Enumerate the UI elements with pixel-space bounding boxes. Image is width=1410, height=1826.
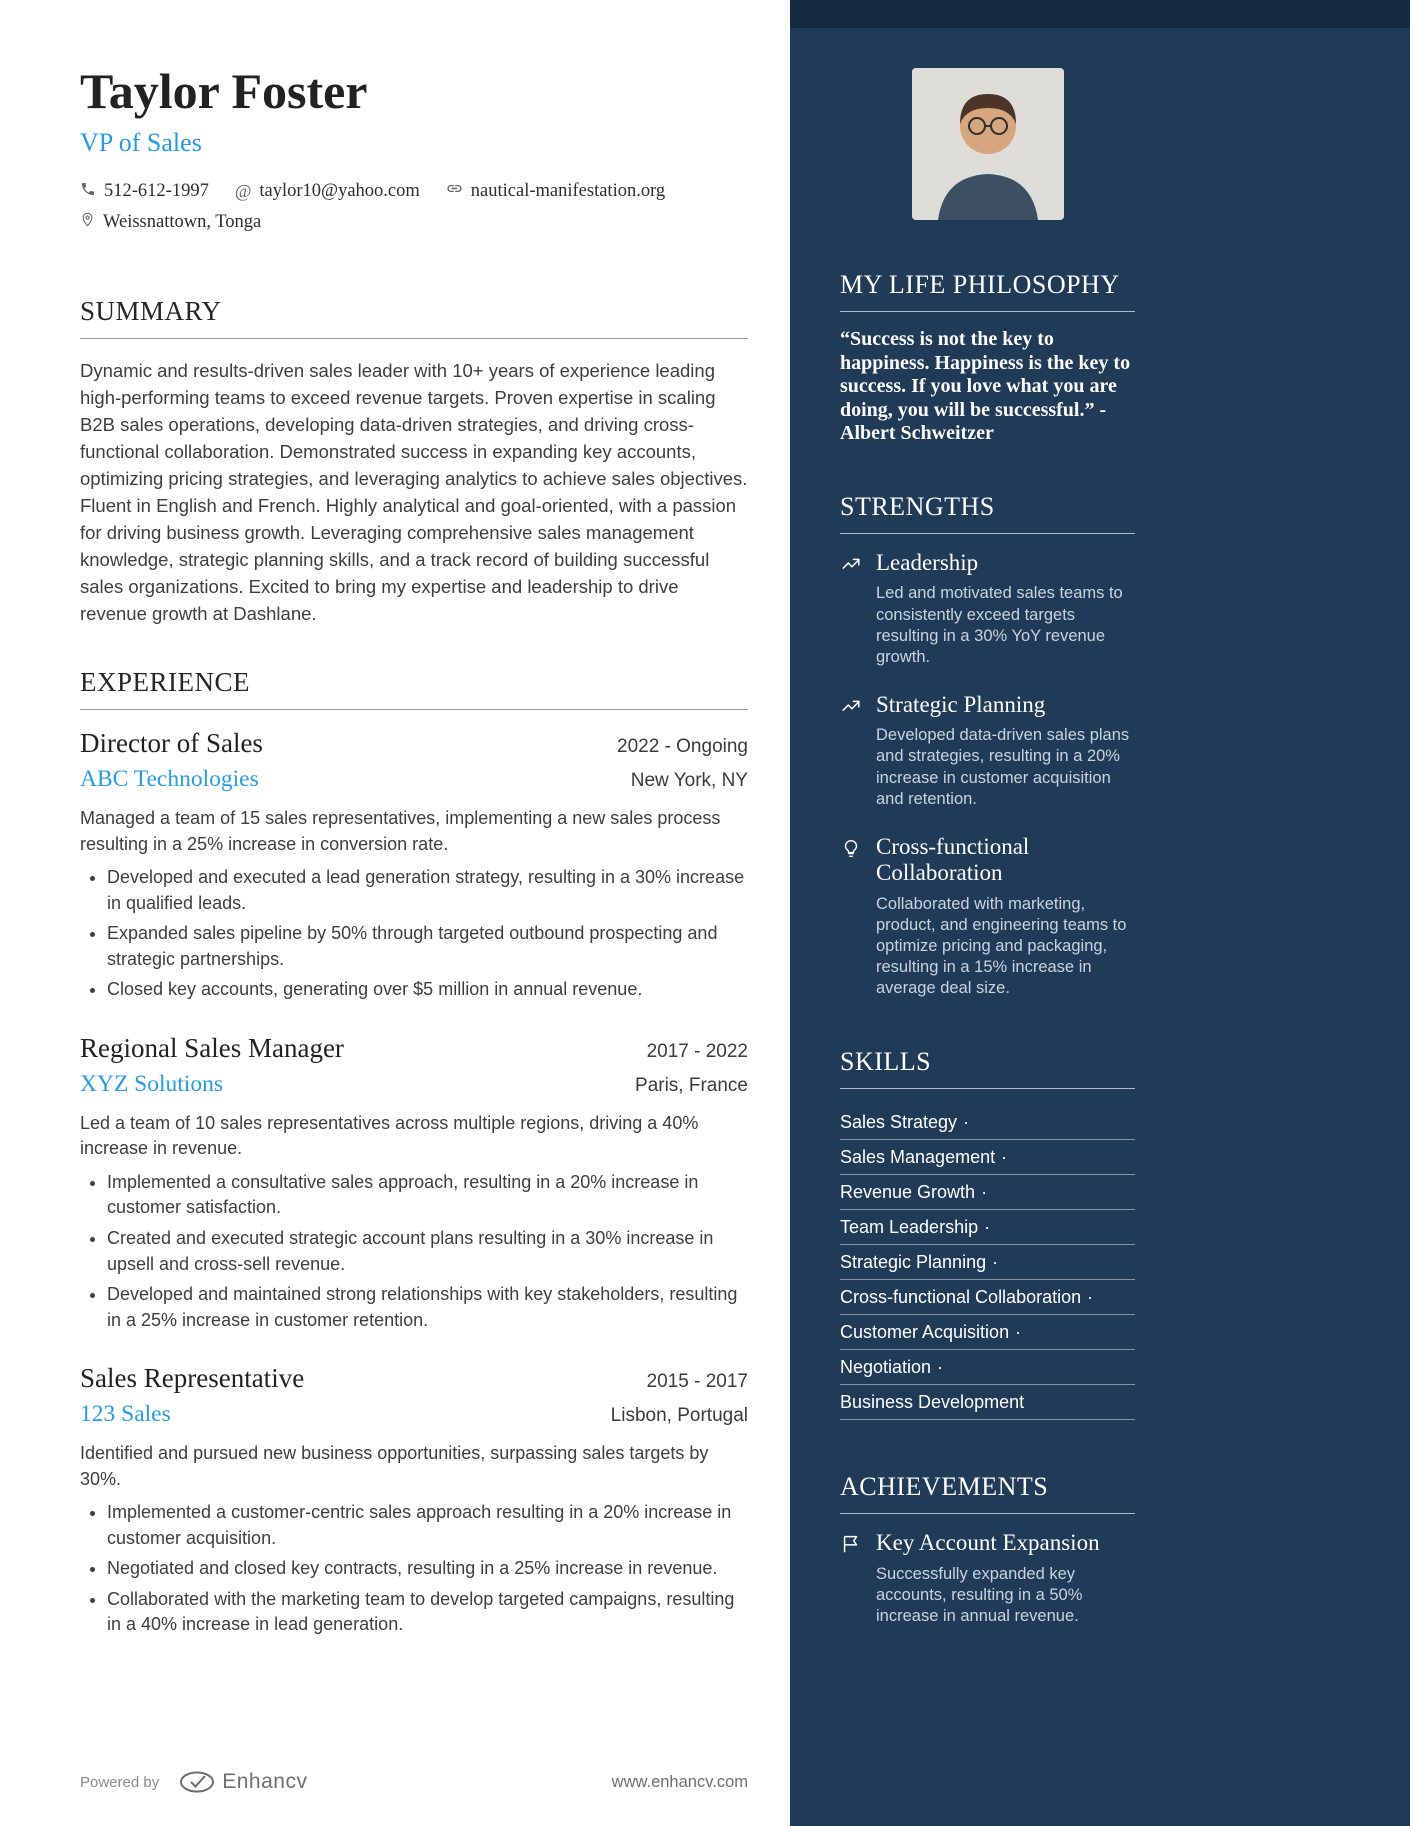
enhancv-logo-mark xyxy=(179,1771,215,1793)
website-contact[interactable] xyxy=(446,180,665,203)
job-bullets xyxy=(80,1170,748,1333)
skill-separator: · xyxy=(937,1357,944,1378)
location-contact xyxy=(80,212,261,233)
experience-heading: EXPERIENCE xyxy=(80,667,748,710)
profile-photo xyxy=(912,68,1064,220)
profile-photo-placeholder xyxy=(912,68,1064,220)
candidate-name: Taylor Foster xyxy=(80,63,368,119)
skill-tag: Revenue Growth xyxy=(840,1182,976,1203)
experience-item xyxy=(80,1033,748,1333)
email-contact[interactable] xyxy=(235,181,420,202)
page-footer xyxy=(80,1770,748,1800)
bullet-item: • Collaborated with the marketing team to develop targeted campaigns, resulting in a 40% increase in lead generation. xyxy=(107,1587,748,1638)
lightbulb-icon xyxy=(840,837,862,859)
philosophy-section xyxy=(840,270,1135,446)
strength-item xyxy=(840,692,1135,810)
resume-header xyxy=(80,52,748,242)
job-sub-row xyxy=(80,1071,748,1098)
skill-separator: · xyxy=(1015,1322,1022,1343)
location-text: Weissnattown, Tonga xyxy=(103,212,262,232)
strength-title: Strategic Planning xyxy=(876,691,1046,717)
job-headline: VP of Sales xyxy=(80,128,202,157)
job-location: New York, NY xyxy=(630,770,748,791)
enhancv-wordmark: Enhancv xyxy=(222,1770,308,1793)
job-head-row xyxy=(80,1363,748,1394)
job-head-row xyxy=(80,728,748,759)
phone-icon xyxy=(80,181,96,203)
skill-tag: Sales Management xyxy=(840,1147,996,1168)
footer-url[interactable]: www.enhancv.com xyxy=(611,1772,748,1791)
summary-section xyxy=(80,296,748,627)
skill-tag: Negotiation xyxy=(840,1357,932,1378)
skill-tag: Sales Strategy xyxy=(840,1112,958,1133)
skill-tag: Team Leadership xyxy=(840,1217,979,1238)
skill-separator: · xyxy=(992,1252,999,1273)
job-description: Identified and pursued new business opportunities, surpassing sales targets by 30%. xyxy=(80,1443,709,1489)
bullet-item: • Created and executed strategic account plans resulting in a 30% increase in upsell and cross-sell revenue. xyxy=(107,1226,748,1277)
job-title: Sales Representative xyxy=(80,1363,305,1394)
sidebar-column xyxy=(790,0,1410,1826)
summary-heading: SUMMARY xyxy=(80,296,748,339)
strength-text: Led and motivated sales teams to consistently exceed targets resulting in a 30% YoY revenue growth. xyxy=(876,584,1123,666)
skill-tag: Strategic Planning xyxy=(840,1252,987,1273)
experience-item xyxy=(80,728,748,1003)
achievement-title: Key Account Expansion xyxy=(876,1530,1100,1556)
bullet-item: • Implemented a customer-centric sales approach resulting in a 20% increase in customer acquisition. xyxy=(107,1500,748,1551)
contact-row xyxy=(80,180,748,203)
job-sub-row xyxy=(80,766,748,793)
skill-separator: · xyxy=(984,1217,991,1238)
philosophy-heading: MY LIFE PHILOSOPHY xyxy=(840,270,1135,312)
job-bullets xyxy=(80,1500,748,1638)
achievements-section xyxy=(840,1472,1135,1627)
job-location: Lisbon, Portugal xyxy=(610,1405,748,1427)
strength-title: Leadership xyxy=(876,549,979,575)
at-icon: @ xyxy=(234,181,252,201)
skill-separator: · xyxy=(1001,1147,1008,1168)
strengths-heading: STRENGTHS xyxy=(840,492,1135,534)
job-dates: 2022 - Ongoing xyxy=(617,736,748,757)
achievements-heading: ACHIEVEMENTS xyxy=(840,1472,1135,1514)
experience-item xyxy=(80,1363,748,1638)
experience-section xyxy=(80,667,748,1643)
job-location: Paris, France xyxy=(635,1074,748,1096)
skill-separator: · xyxy=(1087,1287,1094,1308)
company-name: XYZ Solutions xyxy=(80,1070,223,1097)
phone-number: 512-612-1997 xyxy=(104,181,209,201)
job-title: Director of Sales xyxy=(80,728,263,758)
trending-up-icon xyxy=(840,553,862,575)
job-dates: 2017 - 2022 xyxy=(646,1040,748,1062)
location-pin-icon xyxy=(80,212,95,233)
job-sub-row xyxy=(80,1401,748,1428)
job-title: Regional Sales Manager xyxy=(80,1032,344,1063)
achievement-item xyxy=(840,1530,1135,1627)
phone-contact xyxy=(80,181,209,203)
skill-separator: · xyxy=(981,1182,988,1203)
contact-list xyxy=(80,180,748,233)
link-icon xyxy=(446,180,463,203)
skill-tag: Customer Acquisition xyxy=(840,1322,1010,1343)
job-head-row xyxy=(80,1033,748,1064)
skills-section xyxy=(840,1047,1135,1420)
bullet-item: • Closed key accounts, generating over $5 million in annual revenue. xyxy=(107,977,748,1003)
bullet-item: • Developed and executed a lead generation strategy, resulting in a 30% increase in qualified leads. xyxy=(107,865,748,916)
powered-by-label: Powered by xyxy=(80,1773,160,1791)
job-dates: 2015 - 2017 xyxy=(646,1371,748,1393)
skills-list xyxy=(840,1105,1135,1420)
skill-tag: Cross-functional Collaboration xyxy=(840,1287,1082,1308)
strengths-section xyxy=(840,492,1135,999)
bullet-item: • Negotiated and closed key contracts, resulting in a 25% increase in revenue. xyxy=(107,1556,748,1582)
bullet-item: • Expanded sales pipeline by 50% through targeted outbound prospecting and strategic partnerships. xyxy=(107,921,748,972)
top-band xyxy=(790,0,1410,28)
job-bullets xyxy=(80,865,748,1003)
bullet-item: • Implemented a consultative sales approach, resulting in a 20% increase in customer satisfaction. xyxy=(107,1170,748,1221)
flag-icon xyxy=(840,1533,862,1555)
job-description: Led a team of 10 sales representatives across multiple regions, driving a 40% increase in revenue. xyxy=(80,1112,699,1159)
summary-text: Dynamic and results-driven sales leader with 10+ years of experience leading high-performing teams to exceed revenue targets. Proven expertise in scaling B2B sales operations, developing data-driven strategies, and driving cross-functional collaboration. Demonstrated success in expanding key accounts, optimizing pricing strategies, and leveraging analytics to achieve sales objectives. Fluent in English and French. Highly analytical and goal-oriented, with a passion for driving business growth. Leveraging comprehensive sales management knowledge, strategic planning skills, and a track record of building successful sales organizations. Excited to bring my expertise and leadership to drive revenue growth at Dashlane. xyxy=(80,360,748,624)
strength-text: Developed data-driven sales plans and strategies, resulting in a 20% increase in customer acquisition and retention. xyxy=(876,726,1130,808)
philosophy-quote: “Success is not the key to happiness. Happiness is the key to success. If you love what you are doing, you will be successful.” - Albert Schweitzer xyxy=(840,328,1131,445)
skill-tag: Business Development xyxy=(840,1392,1025,1413)
company-name: ABC Technologies xyxy=(80,766,259,792)
company-name: 123 Sales xyxy=(80,1401,171,1428)
strength-text: Collaborated with marketing, product, and engineering teams to optimize pricing and packaging, resulting in a 15% increase in average deal size. xyxy=(876,894,1127,998)
achievement-text: Successfully expanded key accounts, resulting in a 50% increase in annual revenue. xyxy=(876,1564,1083,1625)
email-address[interactable]: taylor10@yahoo.com xyxy=(259,181,420,201)
contact-row xyxy=(80,212,748,233)
website-url[interactable]: nautical-manifestation.org xyxy=(470,181,666,201)
skill-separator: · xyxy=(963,1112,970,1133)
enhancv-logo xyxy=(179,1770,307,1794)
strength-item xyxy=(840,834,1135,999)
skills-heading: SKILLS xyxy=(840,1047,1135,1089)
job-description: Managed a team of 15 sales representatives, implementing a new sales process resulting in a 25% increase in conversion rate. xyxy=(80,808,721,854)
strength-item xyxy=(840,550,1135,668)
trending-up-icon xyxy=(840,695,862,717)
strength-title: Cross-functional Collaboration xyxy=(876,833,1030,886)
bullet-item: • Developed and maintained strong relationships with key stakeholders, resulting in a 25% increase in customer retention. xyxy=(107,1282,748,1333)
